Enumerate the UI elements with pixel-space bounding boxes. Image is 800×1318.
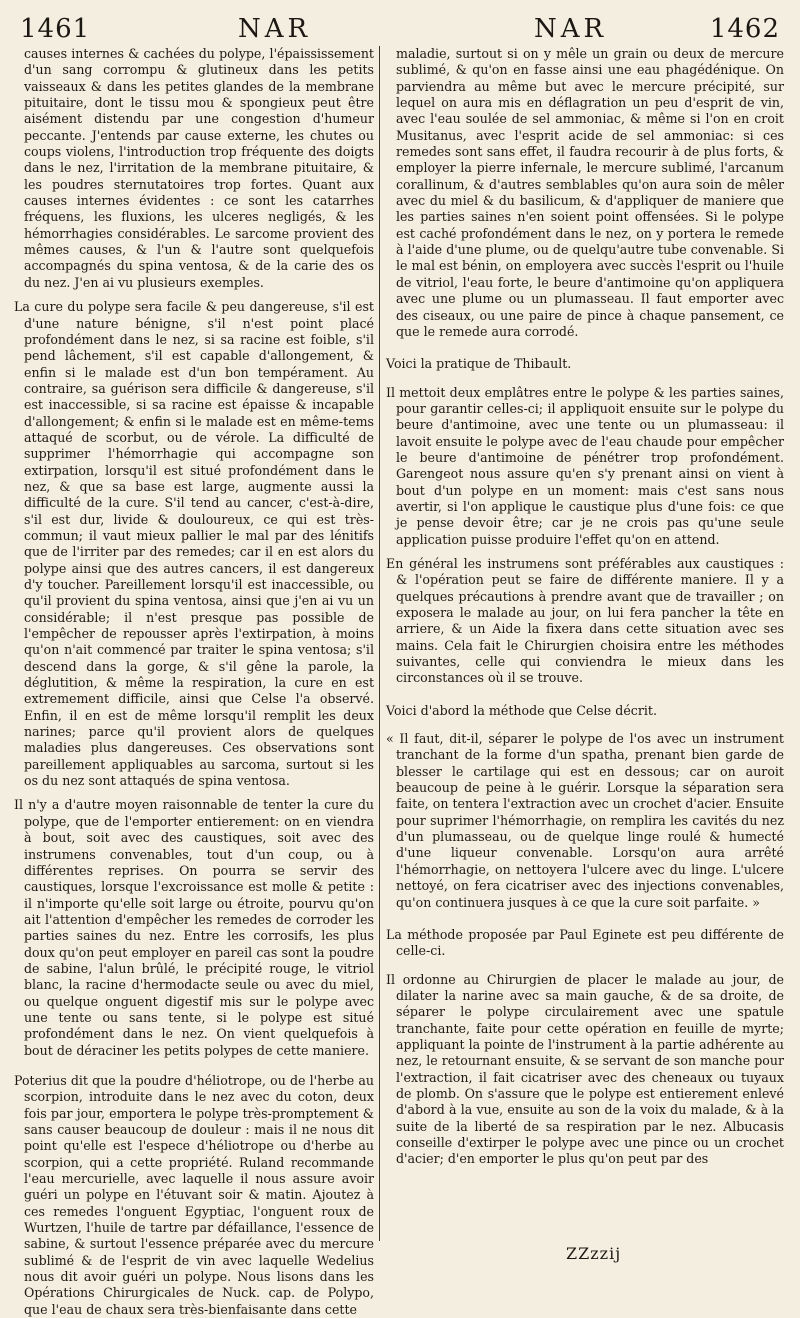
section-heading: Voici la pratique de Thibault. [386,356,572,372]
paragraph: maladie, surtout si on y mêle un grain ou deux de mercure sublimé, & qu'on en fasse ainsi une eau phagédénique. On parviendra au même but avec le mercure précipité, sur lequel on aura mis en déflagration un peu d'esprit de vin, avec l'eau soulée de sel ammoniac, & même si l'on en croit Musitanus, avec l'esprit acide de sel ammoniac: si ces remedes sont sans effet, il faudra recourir à de plus forts, & employer la pierre infernale, le mercure sublimé, l'arcanum corallinum, & d'autres semblables qu'on aura soin de mêler avec du miel & du basilicum, & d'appliquer de maniere que les parties saines n'en soient point offensées. Si le polype est caché profondément dans le nez, on y portera le remede à l'aide d'une plume, ou de quelqu'autre tube convenable. Si le mal est bénin, on employera avec succès l'esprit ou l'huile de vitriol, l'eau forte, le beure d'antimoine qu'on appliquera avec une plume ou un plumasseau. Il faut emporter avec des ciseaux, ou une paire de pince à chaque pansement, ce que le remede aura corrodé. [396,46,784,339]
signature-mark: ZZzzij [566,1244,622,1263]
running-head [14,14,788,46]
paragraph: Il ordonne au Chirurgien de placer le malade au jour, de dilater la narine avec sa main gauche, & de sa droite, de séparer le polype circulairement avec une spatule tranchante, faite pour cette opération en feuille de myrte; appliquant la pointe de l'instrument à la partie adhérente au nez, le retournant ensuite, & se servant de son manche pour l'extraction, il fait cicatriser avec des cheneaux ou tuyaux de plomb. On s'assure que le polype est entierement enlevé d'abord à la vue, ensuite au son de la voix du malade, & à la suite de la liberté de sa respiration par le nez. Albucasis conseille d'extirper le polype avec une pince ou un crochet d'acier; d'en emporter le plus qu'on peut par des [386,971,784,1167]
paragraph: causes internes & cachées du polype, l'épaississement d'un sang corrompu & glutineux dans les petits vaisseaux & dans les petites glandes de la membrane pituitaire, dont le tissu mou & spongieux peut être aisément distendu par une congestion d'humeur peccante. J'entends par cause externe, les chutes ou coups violens, l'introduction trop fréquente des doigts dans le nez, l'irritation de la membrane pituitaire, & les poudres sternutatoires trop fortes. Quant aux causes internes évidentes : ce sont les catarrhes fréquens, les fluxions, les ulceres negligés, & les hémorrhagies considérables. Le sarcome provient des mêmes causes, & l'un & l'autre sont quelquefois accompagnés du spina ventosa, & de la carie des os du nez. J'en ai vu plusieurs exemples. [24,46,374,290]
section-heading: Voici d'abord la méthode que Celse décrit. [386,702,657,718]
paragraph: Poterius dit que la poudre d'héliotrope, ou de l'herbe au scorpion, introduite dans le nez avec du coton, deux fois par jour, emportera le polype très-promptement & sans causer beaucoup de douleur : mais il ne nous dit point qu'elle est l'espece d'héliotrope ou d'herbe au scorpion, qui a cette propriété. Ruland recommande l'eau mercurielle, avec laquelle il nous assure avoir guéri un polype en l'étuvant soir & matin. Ajoutez à ces remedes l'onguent Egyptiac, l'onguent roux de Wurtzen, l'huile de tartre par défaillance, l'essence de sabine, & surtout l'essence préparée avec du mercure sublimé & de l'esprit de vin avec laquelle Wedelius nous dit avoir guéri un polype. Nous lisons dans les Opérations Chirurgicales de Nuck. cap. de Polypo, que l'eau de chaux sera très-bienfaisante dans cette [14,1072,374,1317]
page-number-left: 1461 [20,14,91,44]
page-number-right: 1462 [709,14,780,44]
running-title-right: NAR [534,14,608,44]
paragraph: La cure du polype sera facile & peu dangereuse, s'il est d'une nature bénigne, s'il n'est point placé profondément dans le nez, si sa racine est foible, s'il pend lâchement, s'il est capable d'allongement, & enfin si le malade est d'un bon tempérament. Au contraire, sa guérison sera difficile & dangereuse, s'il est inaccessible, si sa racine est épaisse & incapable d'allongement; & enfin si le malade est en même-tems attaqué de scorbut, ou de vérole. La difficulté de supprimer l'hémorrhagie qui accompagne son extirpation, lorsqu'il est situé profondément dans le nez, & que sa base est large, augmente aussi la difficulté de la cure. S'il tend au cancer, c'est-à-dire, s'il est dur, livide & douloureux, ce qui est très-commun; il vaut mieux pallier le mal par des lénitifs que de l'irriter par des remedes; car il en est alors du polype ainsi que des autres cancers, il est dangereux d'y toucher. Pareillement lorsqu'il est inaccessible, ou qu'il provient du spina ventosa, ainsi que j'en ai vu un considérable; il n'est presque pas possible de l'empêcher de repousser après l'extirpation, à moins qu'on n'ait commencé par traiter le spina ventosa; s'il descend dans la gorge, & s'il gêne la parole, la déglutition, & même la respiration, la cure en est extremement difficile, ainsi que Celse l'a observé. Enfin, il en est de même lorsqu'il remplit les deux narines; parce qu'il provient alors de quelques maladies plus dangereuses. Ces observations sont pareillement appliquables au sarcoma, surtout si les os du nez sont attaqués de spina ventosa. [14,299,374,789]
paragraph: Il n'y a d'autre moyen raisonnable de tenter la cure du polype, que de l'emporter entierement: on en viendra à bout, soit avec des caustiques, soit avec des instrumens convenables, tout d'un coup, ou à différentes reprises. On pourra se servir des caustiques, lorsque l'excroissance est molle & petite : il n'importe qu'elle soit large ou étroite, pourvu qu'on ait l'attention d'empêcher les remedes de corroder les parties saines du nez. Entre les corrosifs, les plus doux qu'on peut employer en pareil cas sont la poudre de sabine, l'alun brûlé, le précipité rouge, le vitriol blanc, la racine d'hermodacte seule ou avec du miel, ou quelque onguent digestif mis sur le polype avec une tente ou sans tente, si le polype est situé profondément dans le nez. On vient quelquefois à bout de déraciner les petits polypes de cette maniere. [14,797,374,1058]
left-column [14,46,374,1317]
running-title-left: NAR [238,14,312,44]
right-column [386,46,784,1241]
column-divider [379,46,380,1241]
paragraph: En général les instrumens sont préférables aux caustiques : & l'opération peut se faire de différente maniere. Il y a quelques précautions à prendre avant que de travailler ; on exposera le malade au jour, on lui fera pancher la tête en arriere, & un Aide la fixera dans cette situation avec ses mains. Cela fait le Chirurgien choisira entre les méthodes suivantes, celle qui conviendra le mieux dans les circonstances où il se trouve. [386,555,784,686]
section-heading: La méthode proposée par Paul Eginete est peu différente de celle-ci. [386,926,784,959]
block-quote: « Il faut, dit-il, séparer le polype de l'os avec un instrument tranchant de la forme d'un spatha, prenant bien garde de blesser le cartilage qui est en dessous; car on auroit beaucoup de peine à le guérir. Lorsque la séparation sera faite, on tentera l'extraction avec un crochet d'acier. Ensuite pour suprimer l'hémorrhagie, on remplira les cavités du nez d'un plumasseau, ou de quelque linge roulé & humecté d'une liqueur convenable. Lorsqu'on aura arrêté l'hémorrhagie, on nettoyera l'ulcere avec du linge. L'ulcere nettoyé, on fera cicatriser avec des injections convenables, qu'on continuera jusques à ce que la cure soit parfaite. » [386,731,784,910]
paragraph: Il mettoit deux emplâtres entre le polype & les parties saines, pour garantir celles-ci; il appliquoit ensuite sur le polype du beure d'antimoine, avec une tente ou un plumasseau: il lavoit ensuite le polype avec de l'eau chaude pour empêcher le beure d'antimoine de pénétrer trop profondément. Garengeot nous assure qu'en s'y prenant ainsi on vient à bout d'un polype en un moment: mais c'est sans nous avertir, si l'on applique le caustique plus d'une fois: ce que je pense devoir être; car je ne crois pas qu'une seule application puisse produire l'effet qu'on en attend. [386,384,784,547]
